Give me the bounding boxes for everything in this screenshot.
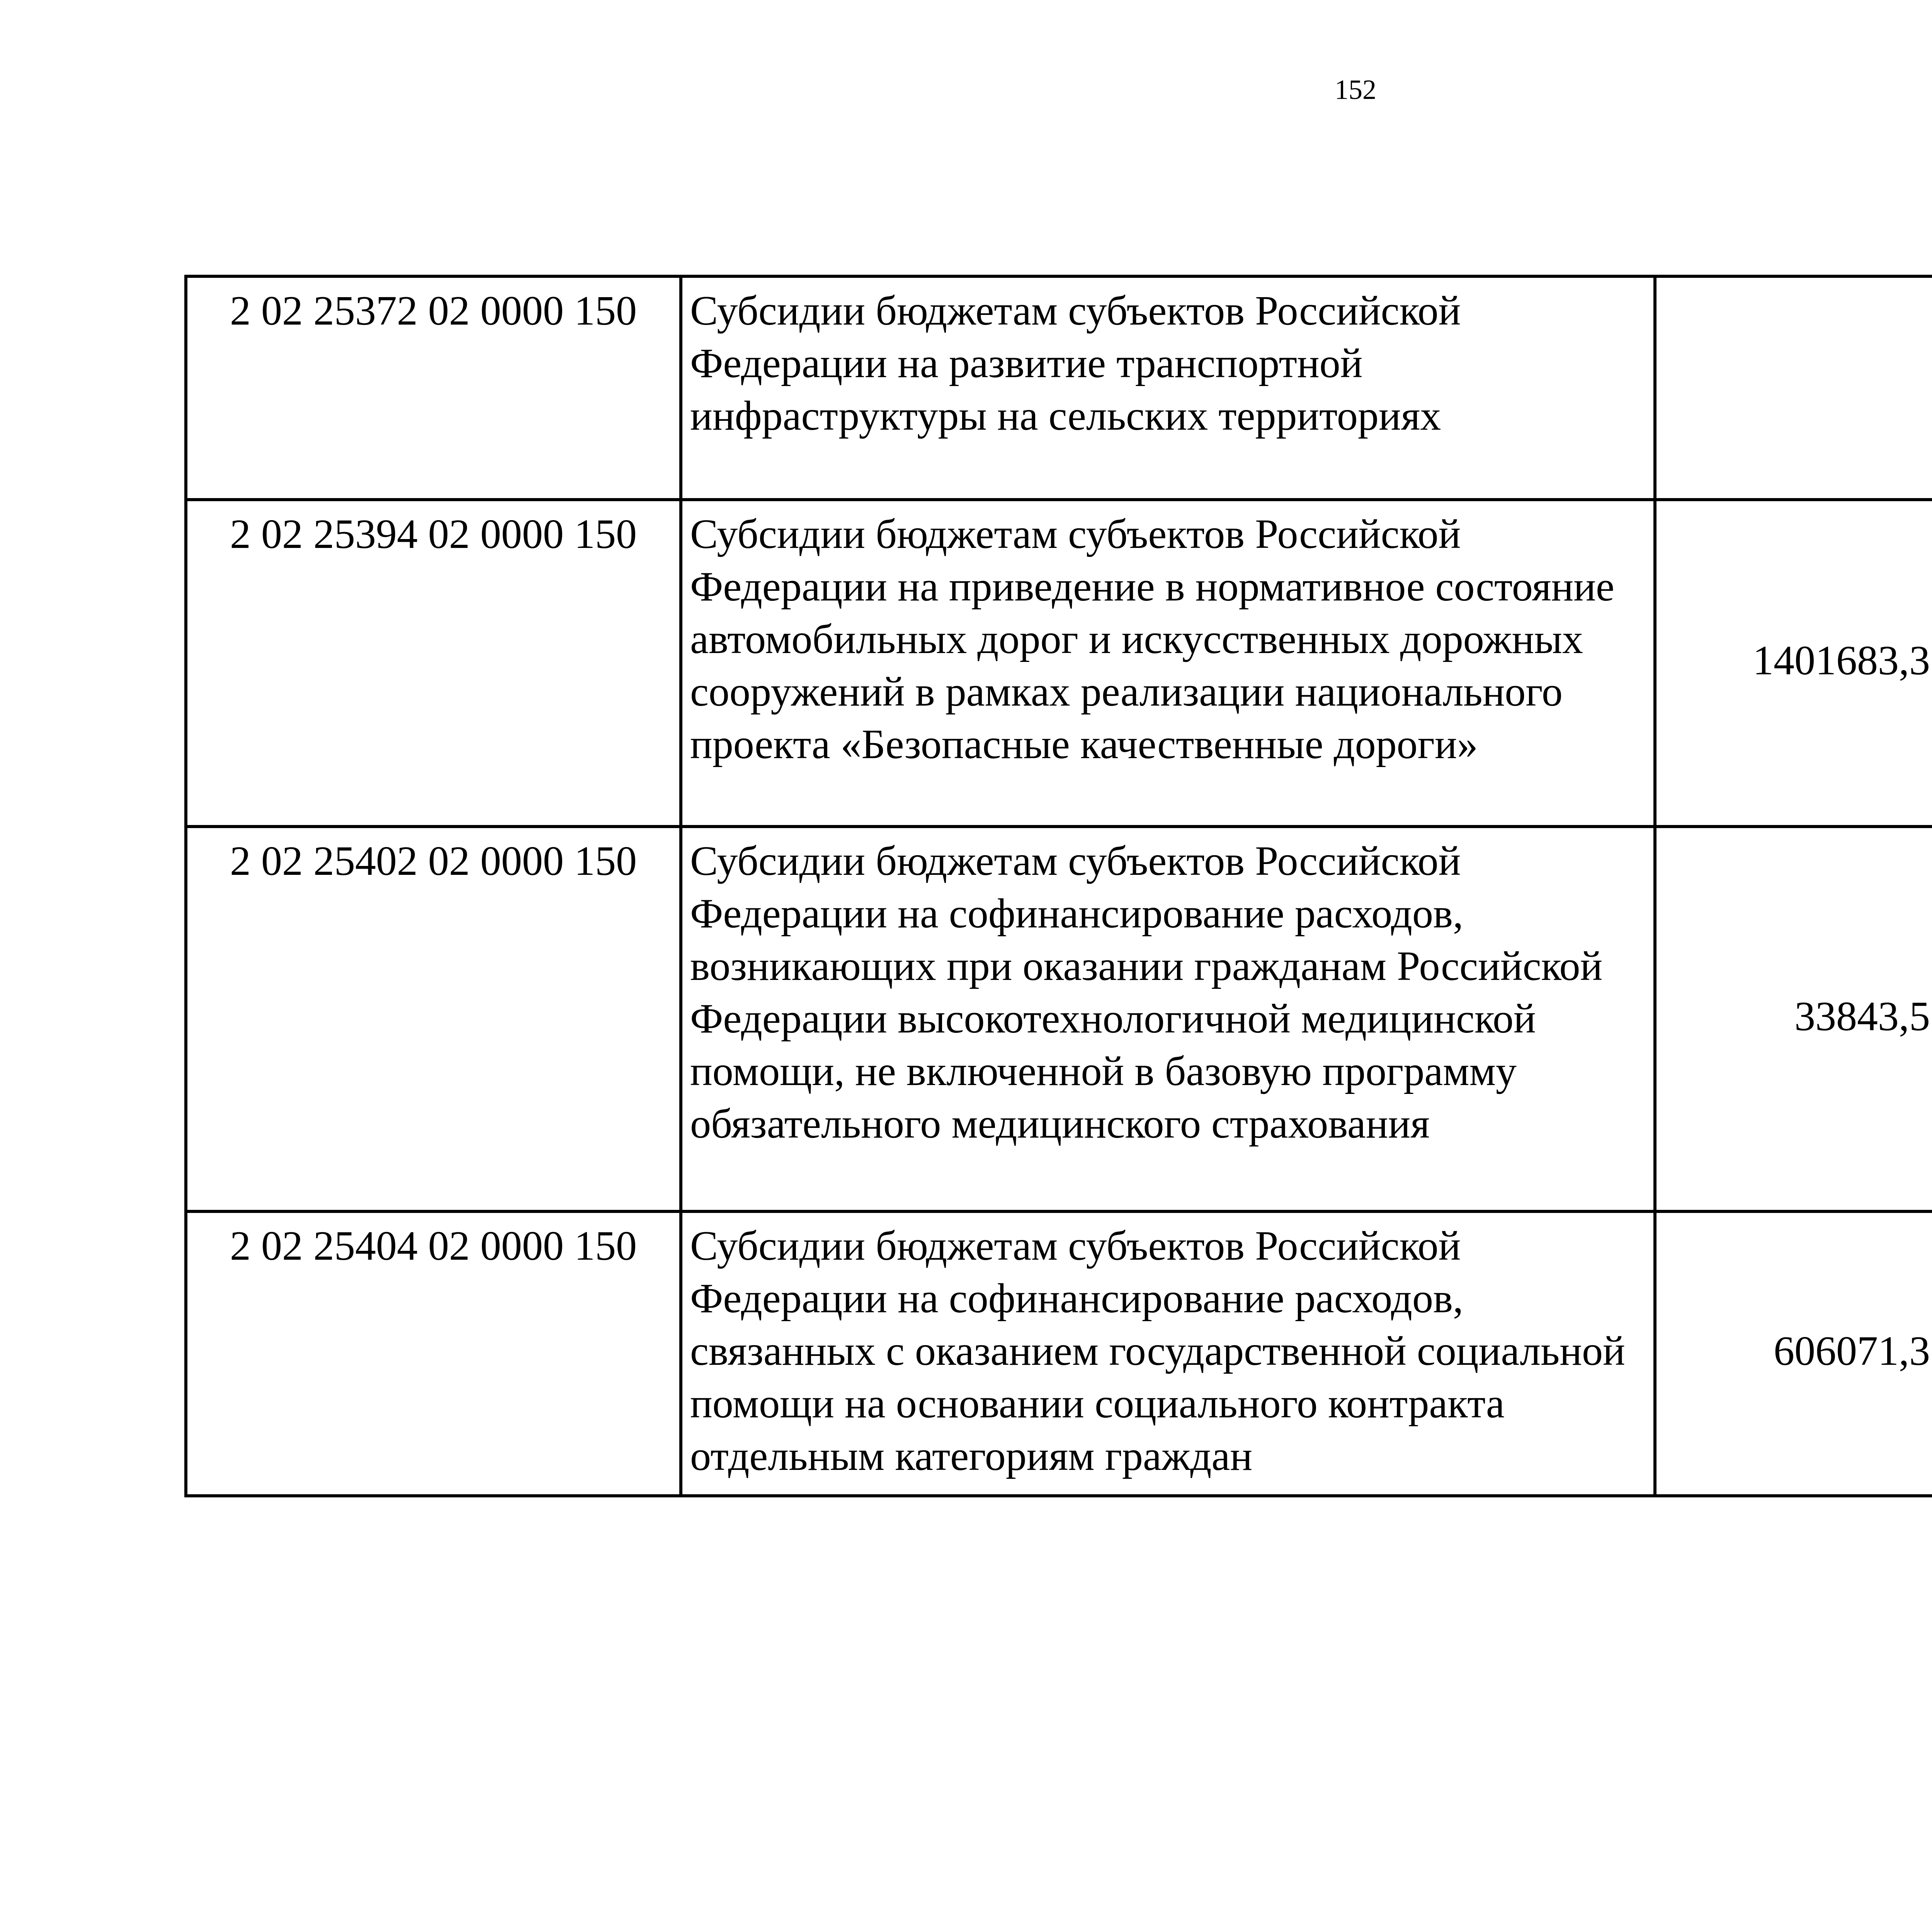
description-cell: Субсидии бюджетам субъектов Российской Федерации на развитие транспортной инфраструктуры на сельских территориях bbox=[681, 276, 1655, 500]
budget-code-cell: 2 02 25404 02 0000 150 bbox=[186, 1211, 681, 1496]
table-row bbox=[186, 500, 1932, 827]
amount-cell-1 bbox=[1655, 276, 1932, 500]
budget-code-cell: 2 02 25394 02 0000 150 bbox=[186, 500, 681, 827]
amount-cell-1: 606071,3 bbox=[1655, 1211, 1932, 1496]
description-cell: Субсидии бюджетам субъектов Российской Федерации на софинансирование расходов, связанных с оказанием государственной социальной помощи на основании социального контракта отдельным категориям граждан bbox=[681, 1211, 1655, 1496]
table-row bbox=[186, 276, 1932, 500]
table-row bbox=[186, 827, 1932, 1211]
table-row bbox=[186, 1211, 1932, 1496]
budget-table bbox=[184, 275, 1932, 1497]
description-cell: Субсидии бюджетам субъектов Российской Федерации на приведение в нормативное состояние автомобильных дорог и искусственных дорожных сооружений в рамках реализации национального проекта «Безопасные качественные дороги» bbox=[681, 500, 1655, 827]
budget-code-cell: 2 02 25372 02 0000 150 bbox=[186, 276, 681, 500]
budget-code-cell: 2 02 25402 02 0000 150 bbox=[186, 827, 681, 1211]
description-cell: Субсидии бюджетам субъектов Российской Федерации на софинансирование расходов, возникающих при оказании гражданам Российской Федерации высокотехнологичной медицинской помощи, не включенной в базовую программу обязательного медицинского страхования bbox=[681, 827, 1655, 1211]
page-number: 152 bbox=[1335, 74, 1376, 105]
amount-cell-1: 1401683,3 bbox=[1655, 500, 1932, 827]
amount-cell-1: 33843,5 bbox=[1655, 827, 1932, 1211]
